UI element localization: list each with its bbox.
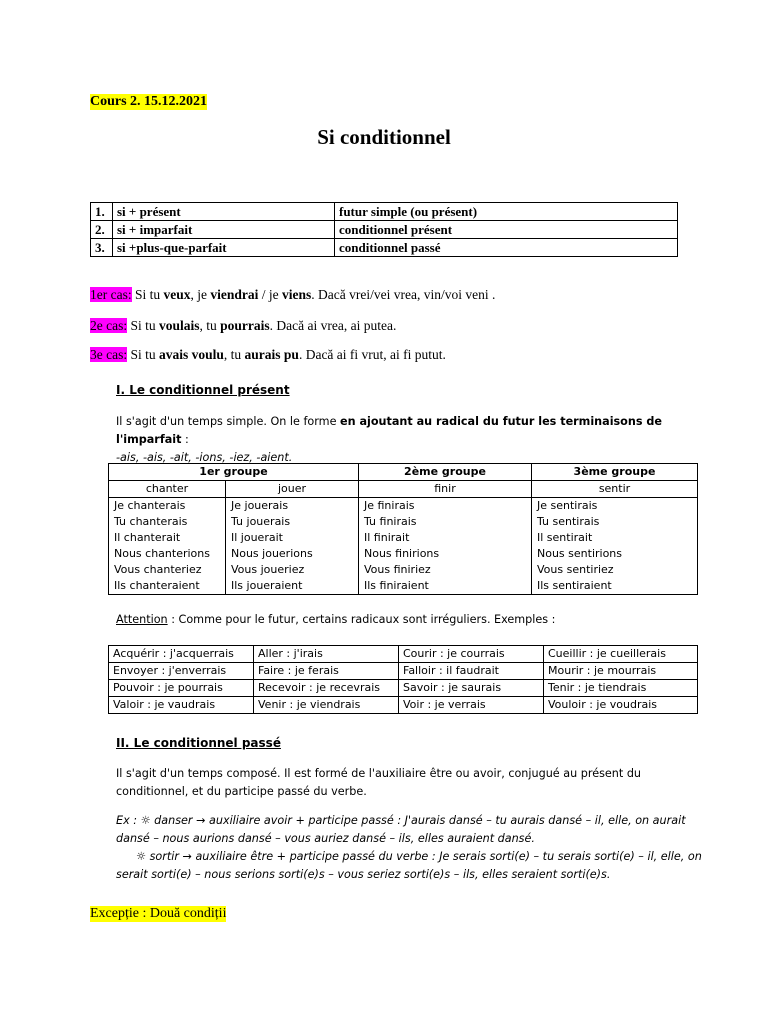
table-cell: Ils finiraient (359, 578, 532, 595)
case-bold: avais voulu (159, 347, 224, 362)
case-text: , tu (199, 318, 221, 333)
case-line-1 (90, 287, 495, 303)
verb-header-row (109, 481, 698, 498)
exception-note: Excepție : Două condiții (90, 906, 227, 921)
case-bold: voulais (159, 318, 200, 333)
table-cell: Savoir : je saurais (399, 680, 544, 697)
verb-header: chanter (109, 481, 226, 498)
intro-text: : (181, 433, 189, 446)
example-danser: Ex : ☼ danser → auxiliaire avoir + participe passé : J'aurais dansé – tu aurais dansé – il, elle, on aurait dansé – nous aurions dansé – vous auriez dansé – ils, elles auraient dansé. (116, 814, 686, 845)
table-cell: Il chanterait (109, 530, 226, 546)
group-header: 2ème groupe (359, 464, 532, 481)
group-header: 3ème groupe (532, 464, 698, 481)
table-row (109, 530, 698, 546)
table-cell: Acquérir : j'acquerrais (109, 646, 254, 663)
table-cell: 1. (91, 203, 113, 221)
table-row (109, 578, 698, 595)
irregular-table (108, 645, 698, 714)
table-cell: Tu chanterais (109, 514, 226, 530)
case-text: Si tu (131, 287, 164, 302)
table-cell: Faire : je ferais (254, 663, 399, 680)
intro-bold: en ajoutant au radical du futur les terminaisons de l'imparfait (116, 415, 662, 446)
table-cell: 2. (91, 221, 113, 239)
section-2-intro: Il s'agit d'un temps composé. Il est formé de l'auxiliaire être ou avoir, conjugué au présent du conditionnel, et du participe passé du verbe. (116, 767, 642, 798)
table-cell: 3. (91, 239, 113, 257)
table-row (109, 663, 698, 680)
case-text: Si tu (127, 318, 159, 333)
case-bold: veux (163, 287, 191, 302)
table-cell: Envoyer : j'enverrais (109, 663, 254, 680)
table-cell: Voir : je verrais (399, 697, 544, 714)
case-bold: aurais pu (244, 347, 299, 362)
intro-text: Il s'agit d'un temps simple. On le forme (116, 415, 341, 428)
verb-header: sentir (532, 481, 698, 498)
table-cell: Ils joueraient (226, 578, 359, 595)
case-bold: pourrais (220, 318, 270, 333)
table-cell: Falloir : il faudrait (399, 663, 544, 680)
table-cell: Recevoir : je recevrais (254, 680, 399, 697)
table-cell: Tu sentirais (532, 514, 698, 530)
attention-text: : Comme pour le futur, certains radicaux sont irréguliers. Exemples : (167, 613, 556, 626)
table-header-row (109, 464, 698, 481)
case-bold: viens (282, 287, 312, 302)
verb-header: finir (359, 481, 532, 498)
case-label: 3e cas: (90, 347, 128, 362)
table-row (109, 498, 698, 515)
table-cell: Ils chanteraient (109, 578, 226, 595)
table-row (109, 546, 698, 562)
case-line-2 (90, 318, 396, 334)
case-text: Si tu (127, 347, 159, 362)
table-cell: Je finirais (359, 498, 532, 515)
table-row (109, 646, 698, 663)
table-cell: Mourir : je mourrais (544, 663, 698, 680)
case-text: / je (258, 287, 283, 302)
table-cell: Pouvoir : je pourrais (109, 680, 254, 697)
page-title: Si conditionnel (317, 125, 451, 149)
endings-text: -ais, -ais, -ait, -ions, -iez, -aient. (116, 451, 293, 464)
table-row (109, 514, 698, 530)
conjugation-table (108, 463, 698, 595)
table-cell: Je jouerais (226, 498, 359, 515)
group-header: 1er groupe (109, 464, 359, 481)
attention-label: Attention (116, 613, 168, 626)
table-cell: Il jouerait (226, 530, 359, 546)
table-cell: Il sentirait (532, 530, 698, 546)
case-text: . Dacă ai fi vrut, ai fi putut. (298, 347, 446, 362)
table-cell: Vous joueriez (226, 562, 359, 578)
table-cell: Aller : j'irais (254, 646, 399, 663)
table-row (109, 562, 698, 578)
example-sortir: ☼ sortir → auxiliaire être + participe passé du verbe : Je serais sorti(e) – tu serais sorti(e) – il, elle, on serait sorti(e) – nous serions sorti(e)s – vous seriez sorti(e)s – ils, elles seraient sorti(e)s. (116, 850, 702, 881)
case-label: 1er cas: (90, 287, 132, 302)
table-cell: Vous sentiriez (532, 562, 698, 578)
attention-note (116, 611, 706, 629)
table-cell: si + présent (113, 203, 335, 221)
table-cell: Il finirait (359, 530, 532, 546)
case-text: , je (190, 287, 211, 302)
table-cell: conditionnel passé (335, 239, 678, 257)
verb-header: jouer (226, 481, 359, 498)
tense-table (90, 202, 678, 257)
case-bold: viendrai (210, 287, 259, 302)
table-cell: Vouloir : je voudrais (544, 697, 698, 714)
table-cell: Courir : je courrais (399, 646, 544, 663)
table-cell: Venir : je viendrais (254, 697, 399, 714)
table-cell: Tenir : je tiendrais (544, 680, 698, 697)
table-cell: Nous jouerions (226, 546, 359, 562)
table-cell: Nous sentirions (532, 546, 698, 562)
table-cell: Vous finiriez (359, 562, 532, 578)
table-row (91, 221, 678, 239)
case-line-3 (90, 347, 446, 363)
table-cell: Nous chanterions (109, 546, 226, 562)
table-cell: Cueillir : je cueillerais (544, 646, 698, 663)
table-cell: conditionnel présent (335, 221, 678, 239)
table-cell: Je chanterais (109, 498, 226, 515)
course-date: Cours 2. 15.12.2021 (90, 94, 208, 109)
table-cell: Valoir : je vaudrais (109, 697, 254, 714)
table-cell: Tu finirais (359, 514, 532, 530)
section-1-intro (116, 413, 706, 467)
table-cell: Nous finirions (359, 546, 532, 562)
table-cell: Ils sentiraient (532, 578, 698, 595)
table-row (91, 203, 678, 221)
section-2-title: II. Le conditionnel passé (116, 736, 281, 750)
table-row (109, 697, 698, 714)
case-text: , tu (223, 347, 245, 362)
table-row (109, 680, 698, 697)
table-row (91, 239, 678, 257)
table-cell: Tu jouerais (226, 514, 359, 530)
table-cell: futur simple (ou présent) (335, 203, 678, 221)
case-text: . Dacă vrei/vei vrea, vin/voi veni . (311, 287, 496, 302)
table-cell: si + imparfait (113, 221, 335, 239)
table-cell: Vous chanteriez (109, 562, 226, 578)
case-text: . Dacă ai vrea, ai putea. (269, 318, 397, 333)
case-label: 2e cas: (90, 318, 128, 333)
section-1-title: I. Le conditionnel présent (116, 383, 290, 397)
table-cell: Je sentirais (532, 498, 698, 515)
table-cell: si +plus-que-parfait (113, 239, 335, 257)
